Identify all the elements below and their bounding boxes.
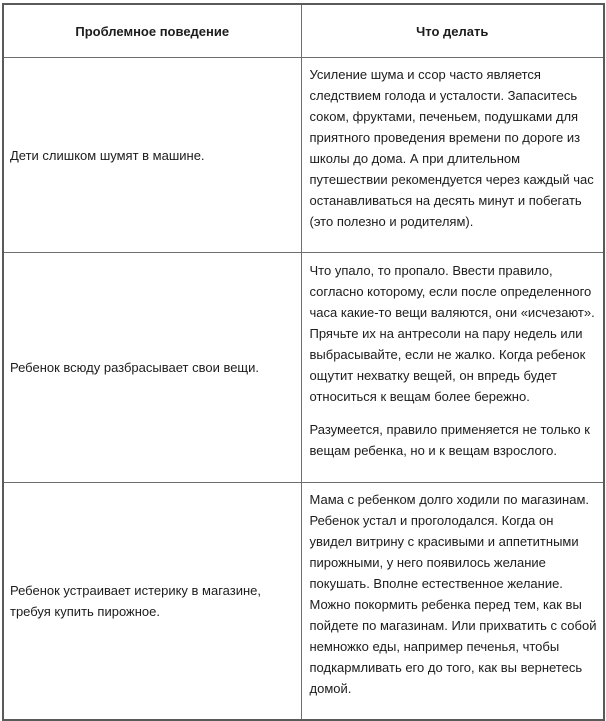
- table-header-row: [3, 4, 604, 58]
- todo-paragraph: Мама с ребенком долго ходили по магазинам. Ребенок устал и проголодался. Когда он увидел витрину с красивыми и аппетитными пирожными, у него появилось желание покушать. Вполне естественное желание. Можно покормить ребенка перед тем, как вы пойдете по магазинам. Или прихватить с собой немножко еды, например печенья, чтобы подкармливать его до того, как вы вернетесь домой.: [309, 492, 597, 696]
- todo-paragraph: Что упало, то пропало. Ввести правило, согласно которому, если после определенного часа какие-то вещи валяются, они «исчезают». Прячьте их на антресоли на пару недель или выбрасывайте, если не жалко. Когда ребенок ощутит нехватку вещей, он впредь будет относиться к вещам более бережно.: [309, 263, 595, 404]
- todo-cell: [301, 58, 604, 253]
- todo-paragraph: Усиление шума и ссор часто является следствием голода и усталости. Запаситесь соком, фруктами, печеньем, подушками для приятного проведения времени по дороге из школы до дома. А при длительном путешествии рекомендуется через каждый час останавливаться на десять минут и побегать (это полезно и родителям).: [309, 67, 594, 229]
- advice-table: [2, 3, 605, 721]
- todo-paragraph: Разумеется, правило применяется не только к вещам ребенка, но и к вещам взрослого.: [309, 422, 590, 458]
- problem-cell: Ребенок устраивает истерику в магазине, требуя купить пирожное.: [3, 483, 301, 721]
- header-problem: Проблемное поведение: [3, 4, 301, 58]
- todo-cell: [301, 253, 604, 483]
- problem-cell: Ребенок всюду разбрасывает свои вещи.: [3, 253, 301, 483]
- table-row: [3, 483, 604, 721]
- table-row: [3, 253, 604, 483]
- table-row: [3, 58, 604, 253]
- header-todo: Что делать: [301, 4, 604, 58]
- todo-cell: [301, 483, 604, 721]
- problem-cell: Дети слишком шумят в машине.: [3, 58, 301, 253]
